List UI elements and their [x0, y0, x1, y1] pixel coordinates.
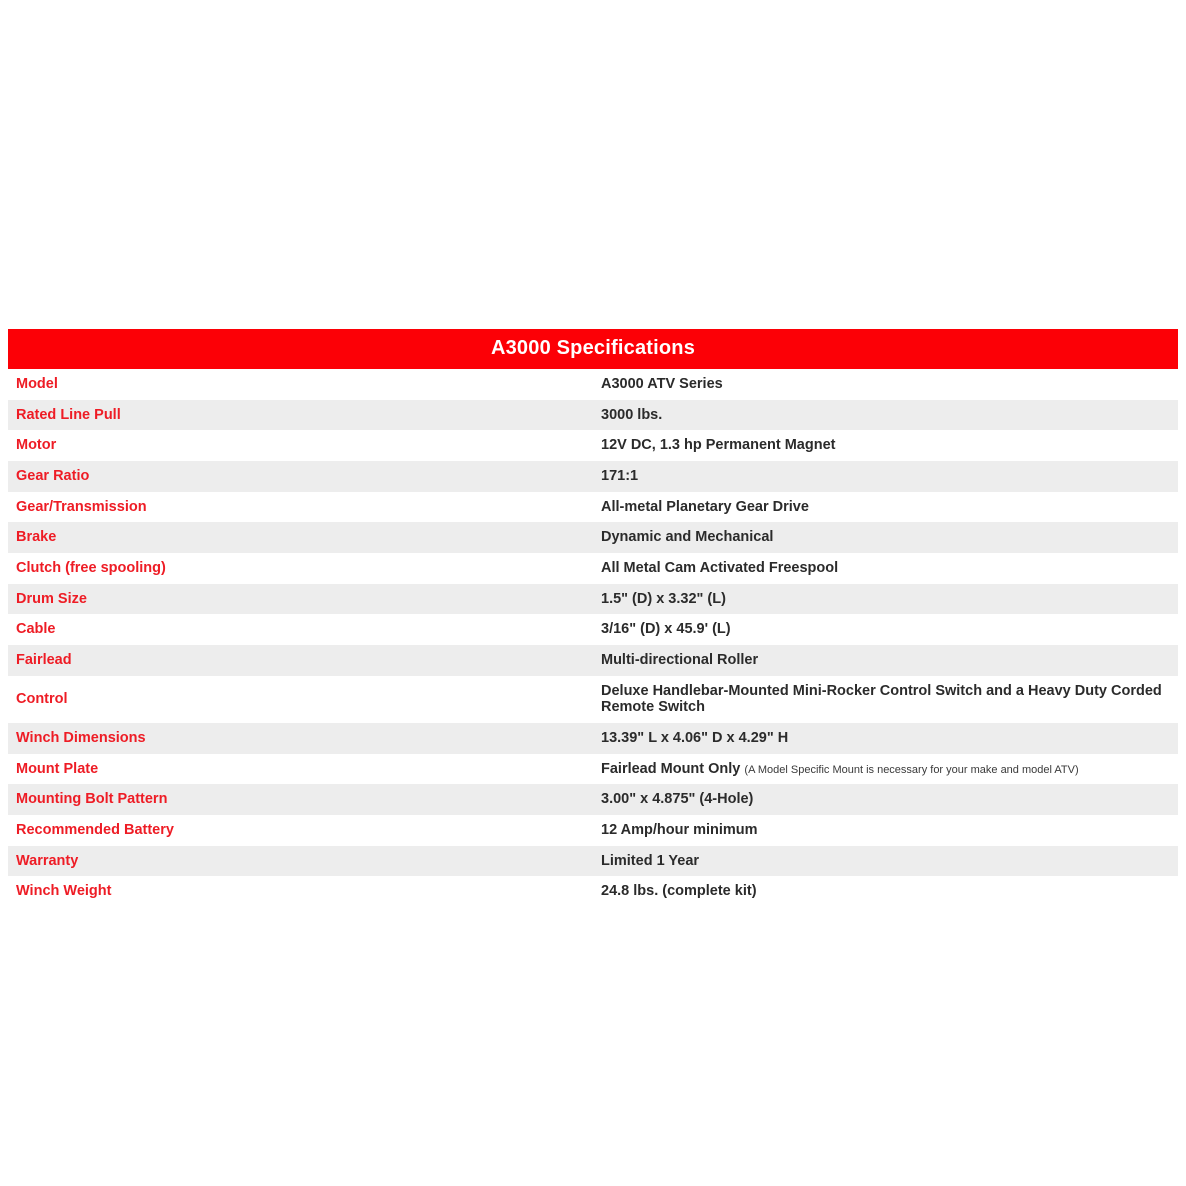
table-row	[8, 553, 1178, 584]
spec-value	[593, 645, 1178, 676]
spec-value	[593, 400, 1178, 431]
table-row	[8, 723, 1178, 754]
spec-value-text: A3000 ATV Series	[601, 376, 723, 392]
table-row	[8, 522, 1178, 553]
spec-value	[593, 430, 1178, 461]
table-row	[8, 369, 1178, 400]
table-row	[8, 584, 1178, 615]
spec-value	[593, 846, 1178, 877]
table-row	[8, 754, 1178, 785]
table-row	[8, 492, 1178, 523]
spec-value-text: 1.5" (D) x 3.32" (L)	[601, 590, 726, 607]
spec-label: Winch Weight	[8, 876, 593, 907]
spec-label: Winch Dimensions	[8, 723, 593, 754]
table-row	[8, 815, 1178, 846]
table-title-row	[8, 329, 1178, 369]
table-title: A3000 Specifications	[8, 329, 1178, 369]
table-row	[8, 645, 1178, 676]
spec-value-text: Multi-directional Roller	[601, 652, 759, 669]
spec-value-text: Limited 1 Year	[601, 852, 700, 869]
specifications-table	[8, 329, 1178, 907]
table-row	[8, 430, 1178, 461]
table-row	[8, 876, 1178, 907]
spec-label: Mounting Bolt Pattern	[8, 784, 593, 815]
spec-label: Mount Plate	[8, 754, 593, 785]
spec-value-text: Deluxe Handlebar-Mounted Mini-Rocker Control Switch and a Heavy Duty Corded Remote Switch	[601, 682, 1162, 716]
spec-value	[593, 522, 1178, 553]
spec-label: Warranty	[8, 846, 593, 877]
table-row	[8, 461, 1178, 492]
spec-value-text: 12V DC, 1.3 hp Permanent Magnet	[601, 437, 836, 454]
spec-value-note: (A Model Specific Mount is necessary for your make and model ATV)	[744, 763, 1079, 776]
specifications-panel	[8, 329, 1178, 907]
spec-value	[593, 815, 1178, 846]
spec-value-text: 3/16" (D) x 45.9' (L)	[601, 621, 731, 638]
spec-value-text: 3000 lbs.	[601, 406, 663, 423]
spec-label: Motor	[8, 430, 593, 461]
table-row	[8, 846, 1178, 877]
spec-label: Gear/Transmission	[8, 492, 593, 523]
spec-value-text: 3.00" x 4.875" (4-Hole)	[601, 791, 754, 808]
spec-value-text: All Metal Cam Activated Freespool	[601, 560, 839, 577]
table-row	[8, 614, 1178, 645]
spec-value	[593, 492, 1178, 523]
spec-value	[593, 461, 1178, 492]
spec-label: Control	[8, 676, 593, 723]
table-row	[8, 676, 1178, 723]
spec-label: Brake	[8, 522, 593, 553]
spec-label: Fairlead	[8, 645, 593, 676]
spec-label: Cable	[8, 614, 593, 645]
spec-label: Clutch (free spooling)	[8, 553, 593, 584]
spec-label: Drum Size	[8, 584, 593, 615]
spec-value-text: 171:1	[601, 468, 639, 485]
spec-value	[593, 754, 1178, 785]
spec-value	[593, 876, 1178, 907]
spec-label: Model	[8, 369, 593, 400]
table-body	[8, 369, 1178, 907]
table-row	[8, 400, 1178, 431]
spec-value-text: 13.39" L x 4.06" D x 4.29" H	[601, 730, 789, 747]
spec-value	[593, 723, 1178, 754]
spec-value	[593, 784, 1178, 815]
spec-label: Recommended Battery	[8, 815, 593, 846]
spec-label: Gear Ratio	[8, 461, 593, 492]
spec-value-text: 12 Amp/hour minimum	[601, 822, 758, 839]
spec-value-text: Dynamic and Mechanical	[601, 529, 774, 546]
spec-value	[593, 614, 1178, 645]
spec-value-text: 24.8 lbs. (complete kit)	[601, 883, 757, 900]
spec-value	[593, 369, 1178, 400]
spec-label: Rated Line Pull	[8, 400, 593, 431]
spec-value	[593, 584, 1178, 615]
spec-value-text: Fairlead Mount Only	[601, 760, 741, 777]
spec-value	[593, 676, 1178, 723]
table-row	[8, 784, 1178, 815]
spec-value-text: All-metal Planetary Gear Drive	[601, 498, 809, 515]
spec-value	[593, 553, 1178, 584]
